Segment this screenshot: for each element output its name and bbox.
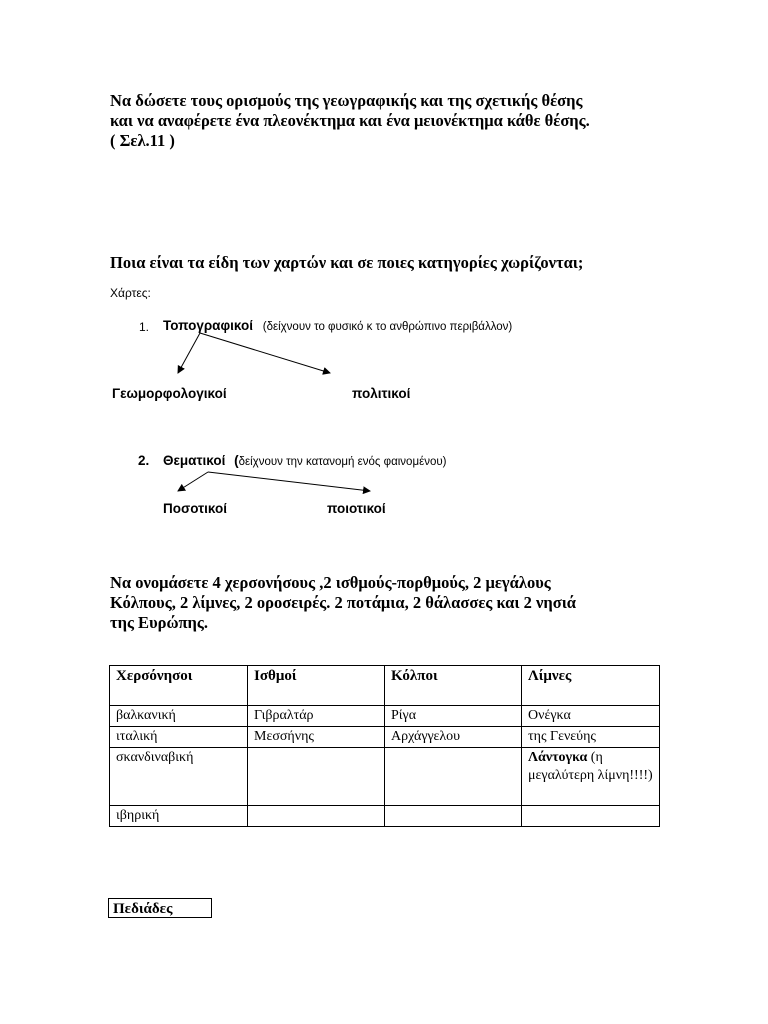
question-1-page-ref: ( Σελ.11 ) [110, 131, 175, 150]
branch-geomorphological: Γεωμορφολογικοί [112, 386, 227, 401]
table-cell: Ρίγα [385, 706, 522, 727]
question-2-text: Ποια είναι τα είδη των χαρτών και σε ποιες κατηγορίες χωρίζονται; [110, 253, 584, 272]
table-cell [248, 806, 385, 827]
question-1-line-2: και να αναφέρετε ένα πλεονέκτημα και ένα μειονέκτημα κάθε θέσης. [110, 111, 590, 130]
branch-qualitative: ποιοτικοί [327, 501, 386, 516]
header-gulfs: Κόλποι [385, 666, 522, 706]
topographic-title: Τοπογραφικοί [163, 318, 253, 333]
maps-label: Χάρτες: [110, 286, 151, 300]
table-cell [522, 806, 660, 827]
arrow-to-quantitative [178, 472, 208, 491]
table-cell: βαλκανική [110, 706, 248, 727]
question-3-line-1: Να ονομάσετε 4 χερσονήσους ,2 ισθμούς-πορθμούς, 2 μεγάλους [110, 573, 551, 592]
table-cell: Γιβραλτάρ [248, 706, 385, 727]
ladoga-note: (η μεγαλύτερη λίμνη!!!!) [528, 750, 653, 783]
item-1-number: 1. [139, 320, 150, 334]
ladoga-name: Λάντογκα [528, 750, 588, 765]
plains-box: Πεδιάδες [108, 898, 212, 918]
table-cell: της Γενεύης [522, 727, 660, 748]
table-cell: ιταλική [110, 727, 248, 748]
table-row [110, 706, 660, 727]
topographic-note: (δείχνουν το φυσικό κ το ανθρώπινο περιβάλλον) [262, 321, 513, 333]
branch-political: πολιτικοί [352, 386, 411, 401]
header-peninsulas: Χερσόνησοι [110, 666, 248, 706]
table-row [110, 806, 660, 827]
question-3-line-3: της Ευρώπης. [110, 613, 209, 632]
table-cell [385, 806, 522, 827]
table-cell: σκανδιναβική [110, 748, 248, 806]
question-3-line-2: Κόλπους, 2 λίμνες, 2 οροσειρές. 2 ποτάμια, 2 θάλασσες και 2 νησιά [110, 593, 577, 612]
question-1-line-1: Να δώσετε τους ορισμούς της γεωγραφικής και της σχετικής θέσης [110, 91, 583, 110]
table-cell: Ονέγκα [522, 706, 660, 727]
arrow-to-political [200, 333, 330, 373]
table-row [110, 748, 660, 806]
arrow-to-geomorphological [178, 333, 200, 373]
ladoga-cell [522, 748, 660, 806]
geography-table [109, 665, 660, 827]
item-2-number: 2. [138, 453, 150, 468]
table-cell [248, 748, 385, 806]
table-cell [385, 748, 522, 806]
table-cell: ιβηρική [110, 806, 248, 827]
header-lakes: Λίμνες [522, 666, 660, 706]
arrow-to-qualitative [208, 472, 370, 491]
table-header-row [110, 666, 660, 706]
thematic-title: Θεματικοί [163, 453, 226, 468]
header-isthmuses: Ισθμοί [248, 666, 385, 706]
thematic-note: δείχνουν την κατανομή ενός φαινομένου) [238, 456, 447, 468]
table-cell: Αρχάγγελου [385, 727, 522, 748]
table-row [110, 727, 660, 748]
thematic-note-open: ( [234, 453, 239, 468]
branch-quantitative: Ποσοτικοί [163, 501, 227, 516]
table-cell: Μεσσήνης [248, 727, 385, 748]
